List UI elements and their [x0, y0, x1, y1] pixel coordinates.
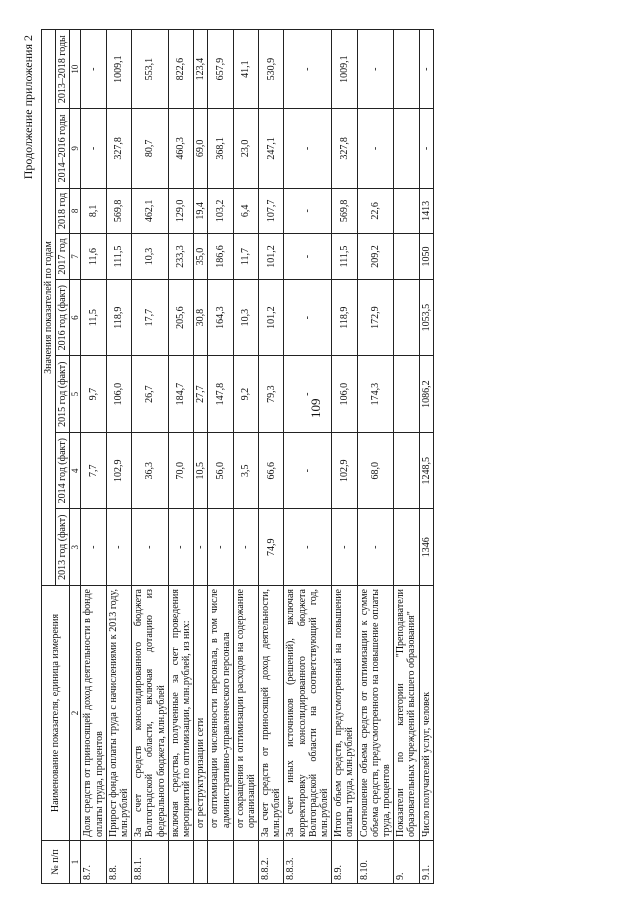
value-cell: 205,6 — [168, 279, 193, 356]
table-row — [357, 30, 394, 884]
row-number: 8.7. — [81, 841, 106, 884]
value-cell: - — [284, 356, 332, 433]
table-row — [106, 30, 131, 884]
value-cell: 74,9 — [259, 509, 284, 586]
value-cell: 36,3 — [132, 432, 169, 509]
value-cell: 27,7 — [194, 356, 208, 433]
value-cell: 111,5 — [106, 234, 131, 280]
value-cell: 123,4 — [194, 30, 208, 109]
value-cell: 1346 — [419, 509, 433, 586]
header-column-index: 2 — [70, 586, 81, 841]
value-cell: - — [357, 509, 394, 586]
indicator-name: Показатели по категории "Преподаватели образовательных учреждений высшего образования" — [394, 586, 419, 841]
header-column-index: 6 — [70, 279, 81, 356]
value-cell: 10,3 — [132, 234, 169, 280]
indicator-name: от реструктуризации сети — [194, 586, 208, 841]
value-cell: 1050 — [419, 234, 433, 280]
value-cell: 174,3 — [357, 356, 394, 433]
value-cell: - — [284, 109, 332, 188]
header-column-index: 1 — [70, 841, 81, 884]
table-row — [81, 30, 106, 884]
row-number: 8.10. — [357, 841, 394, 884]
header-name: Наименование показателя, единица измерения — [42, 586, 70, 841]
value-cell: 1009,1 — [332, 30, 357, 109]
value-cell: 80,7 — [132, 109, 169, 188]
row-number — [208, 841, 233, 884]
value-cell — [394, 356, 419, 433]
value-cell: 101,2 — [259, 234, 284, 280]
row-number: 8.8.3. — [284, 841, 332, 884]
row-number — [168, 841, 193, 884]
header-year: 2013 год (факт) — [56, 509, 70, 586]
row-number — [194, 841, 208, 884]
value-cell: 118,9 — [106, 279, 131, 356]
value-cell: 101,2 — [259, 279, 284, 356]
table-row — [419, 30, 433, 884]
value-cell: 106,0 — [106, 356, 131, 433]
value-cell: 106,0 — [332, 356, 357, 433]
value-cell: 3,5 — [233, 432, 258, 509]
row-number: 8.8. — [106, 841, 131, 884]
value-cell: - — [81, 30, 106, 109]
value-cell: 147,8 — [208, 356, 233, 433]
row-number — [233, 841, 258, 884]
header-column-index: 8 — [70, 188, 81, 234]
value-cell: - — [357, 109, 394, 188]
value-cell: 111,5 — [332, 234, 357, 280]
value-cell: - — [194, 509, 208, 586]
value-cell: - — [81, 109, 106, 188]
value-cell: 1053,5 — [419, 279, 433, 356]
value-cell: 657,9 — [208, 30, 233, 109]
value-cell: - — [284, 279, 332, 356]
value-cell: 184,7 — [168, 356, 193, 433]
value-cell: - — [419, 109, 433, 188]
header-values-group: Значения показателей по годам — [42, 30, 56, 586]
header-year: 2014 год (факт) — [56, 432, 70, 509]
value-cell: 102,9 — [332, 432, 357, 509]
value-cell: 22,6 — [357, 188, 394, 234]
value-cell: - — [233, 509, 258, 586]
value-cell: - — [284, 188, 332, 234]
value-cell: 530,9 — [259, 30, 284, 109]
header-year: 2017 год — [56, 234, 70, 280]
value-cell: 26,7 — [132, 356, 169, 433]
value-cell — [394, 30, 419, 109]
value-cell: 19,4 — [194, 188, 208, 234]
header-column-index: 4 — [70, 432, 81, 509]
value-cell: - — [106, 509, 131, 586]
value-cell: 11,5 — [81, 279, 106, 356]
header-column-index: 5 — [70, 356, 81, 433]
value-cell: 569,8 — [106, 188, 131, 234]
value-cell: 247,1 — [259, 109, 284, 188]
indicator-name: За счет иных источников (решений), включая корректировку консолидированного бюджета Волгоградской области на соответствующий год, млн.рублей — [284, 586, 332, 841]
value-cell: 172,9 — [357, 279, 394, 356]
table-row — [208, 30, 233, 884]
indicator-name: от сокращения и оптимизации расходов на содержание организаций — [233, 586, 258, 841]
value-cell: 79,3 — [259, 356, 284, 433]
value-cell: 10,5 — [194, 432, 208, 509]
value-cell: 164,3 — [208, 279, 233, 356]
indicators-table — [41, 29, 434, 884]
value-cell: 462,1 — [132, 188, 169, 234]
value-cell: 8,1 — [81, 188, 106, 234]
value-cell: 9,2 — [233, 356, 258, 433]
value-cell: - — [132, 509, 169, 586]
table-row — [194, 30, 208, 884]
value-cell — [394, 509, 419, 586]
indicator-name: За счет средств консолидированного бюджета Волгоградской области, включая дотацию из федерального бюджета, млн.рублей — [132, 586, 169, 841]
value-cell: 7,7 — [81, 432, 106, 509]
row-number: 9. — [394, 841, 419, 884]
value-cell: 553,1 — [132, 30, 169, 109]
value-cell: 30,8 — [194, 279, 208, 356]
indicator-name: включая средства, полученные за счет проведения мероприятий по оптимизации, млн.рублей, из них: — [168, 586, 193, 841]
value-cell — [394, 109, 419, 188]
row-number: 8.8.2. — [259, 841, 284, 884]
value-cell: 569,8 — [332, 188, 357, 234]
table-row — [233, 30, 258, 884]
header-year: 2016 год (факт) — [56, 279, 70, 356]
value-cell: - — [284, 432, 332, 509]
value-cell: 17,7 — [132, 279, 169, 356]
value-cell: 1009,1 — [106, 30, 131, 109]
value-cell: 186,6 — [208, 234, 233, 280]
value-cell: 11,6 — [81, 234, 106, 280]
header-year: 2013–2018 годы — [56, 30, 70, 109]
page-number: 109 — [308, 398, 323, 418]
value-cell: 368,1 — [208, 109, 233, 188]
value-cell: - — [357, 30, 394, 109]
value-cell: 56,0 — [208, 432, 233, 509]
value-cell: 233,3 — [168, 234, 193, 280]
value-cell — [394, 279, 419, 356]
value-cell: - — [284, 234, 332, 280]
value-cell: - — [81, 509, 106, 586]
indicator-name: За счет средств от приносящей доход деятельности, млн.рублей — [259, 586, 284, 841]
value-cell: - — [332, 509, 357, 586]
indicator-name: Число получателей услуг, человек — [419, 586, 433, 841]
value-cell: 66,6 — [259, 432, 284, 509]
value-cell — [394, 188, 419, 234]
header-year: 2015 год (факт) — [56, 356, 70, 433]
value-cell — [394, 234, 419, 280]
header-column-index: 9 — [70, 109, 81, 188]
value-cell: 68,0 — [357, 432, 394, 509]
value-cell: 70,0 — [168, 432, 193, 509]
header-column-index: 10 — [70, 30, 81, 109]
value-cell: 1248,5 — [419, 432, 433, 509]
value-cell — [394, 432, 419, 509]
value-cell: 69,0 — [194, 109, 208, 188]
rotated-page-content — [21, 29, 610, 884]
value-cell: 1413 — [419, 188, 433, 234]
value-cell: 9,7 — [81, 356, 106, 433]
value-cell: 327,8 — [332, 109, 357, 188]
table-row — [168, 30, 193, 884]
table-row — [332, 30, 357, 884]
value-cell: 6,4 — [233, 188, 258, 234]
indicator-name: Соотношение объема средств от оптимизации к сумме объема средств, предусмотренного на повышение оплаты труда, процентов — [357, 586, 394, 841]
value-cell: - — [208, 509, 233, 586]
appendix-label: Продолжение приложения 2 — [21, 35, 35, 180]
value-cell: 41,1 — [233, 30, 258, 109]
value-cell: 822,6 — [168, 30, 193, 109]
row-number: 8.8.1. — [132, 841, 169, 884]
value-cell: 327,8 — [106, 109, 131, 188]
value-cell: 11,7 — [233, 234, 258, 280]
header-column-index: 7 — [70, 234, 81, 280]
value-cell: - — [284, 30, 332, 109]
header-year: 2018 год — [56, 188, 70, 234]
value-cell: 1086,2 — [419, 356, 433, 433]
value-cell: 102,9 — [106, 432, 131, 509]
value-cell: 35,0 — [194, 234, 208, 280]
header-year: 2014–2016 годы — [56, 109, 70, 188]
indicator-name: от оптимизации численности персонала, в том числе административно-управленческого персонала — [208, 586, 233, 841]
row-number: 9.1. — [419, 841, 433, 884]
indicator-name: Прирост фонда оплаты труда с начислениями к 2013 году, млн.рублей — [106, 586, 131, 841]
value-cell: - — [419, 30, 433, 109]
row-number: 8.9. — [332, 841, 357, 884]
table-row — [132, 30, 169, 884]
header-no: № п/п — [42, 841, 70, 884]
value-cell: 129,0 — [168, 188, 193, 234]
value-cell: - — [284, 509, 332, 586]
value-cell: 460,3 — [168, 109, 193, 188]
value-cell: 10,3 — [233, 279, 258, 356]
indicator-name: Итого объем средств, предусмотренный на повышение оплаты труда, млн.рублей — [332, 586, 357, 841]
value-cell: 209,2 — [357, 234, 394, 280]
header-column-index: 3 — [70, 509, 81, 586]
value-cell: 107,7 — [259, 188, 284, 234]
table-row — [284, 30, 332, 884]
value-cell: 23,0 — [233, 109, 258, 188]
value-cell: 103,2 — [208, 188, 233, 234]
indicator-name: Доля средств от приносящей доход деятельности в фонде оплаты труда, процентов — [81, 586, 106, 841]
table-row — [259, 30, 284, 884]
value-cell: - — [168, 509, 193, 586]
value-cell: 118,9 — [332, 279, 357, 356]
table-row — [394, 30, 419, 884]
